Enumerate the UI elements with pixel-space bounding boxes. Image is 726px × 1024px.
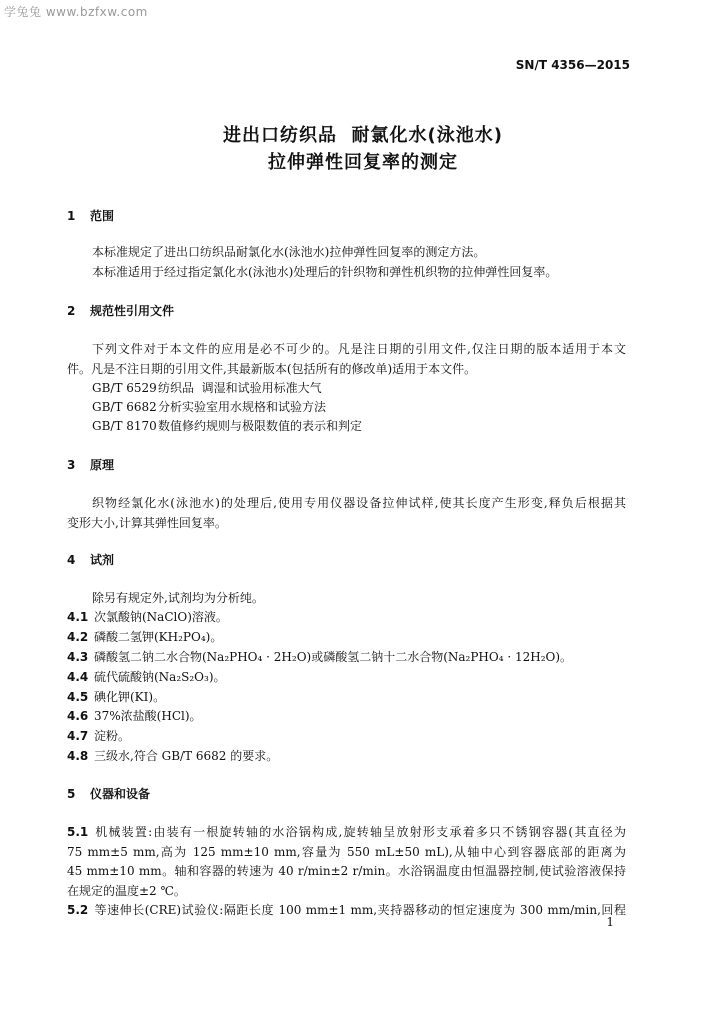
item-text: 三级水,符合 GB/T 6682 的要求。 [94,749,279,763]
reference-code: GB/T 6529 [92,381,157,395]
section-4-heading [67,551,114,568]
section-5-heading [67,785,150,802]
item-text: 淀粉。 [94,729,131,743]
section-title: 仪器和设备 [90,787,151,801]
item-number: 4.6 [67,709,89,723]
reference-item [92,379,322,396]
section-number: 2 [67,304,76,318]
item-number: 4.5 [67,690,89,704]
paragraph: 本标准适用于经过指定氯化水(泳池水)处理后的针织物和弹性机织物的拉伸弹性回复率。 [92,265,558,279]
item-text: 磷酸氢二钠二水合物(Na₂PHO₄ · 2H₂O)或磷酸氢二钠十二水合物(Na₂PHO₄ · 12H₂O)。 [94,650,573,664]
item-number: 4.2 [67,630,89,644]
reference-item [92,417,362,434]
section-title: 原理 [90,458,115,472]
title-line-1: 进出口纺织品 耐氯化水(泳池水) [223,125,503,146]
section-number: 3 [67,458,76,472]
reference-title: 纺织品 调湿和试验用标准大气 [158,381,322,395]
paragraph: 除另有规定外,试剂均为分析纯。 [92,591,264,605]
item-number: 4.8 [67,749,89,763]
reference-item [92,398,326,415]
paragraph: 本标准规定了进出口纺织品耐氯化水(泳池水)拉伸弹性回复率的测定方法。 [92,245,486,259]
list-item [67,823,626,840]
item-text: 等速伸长(CRE)试验仪:隔距长度 100 mm±1 mm,夹持器移动的恒定速度为 300 mm/min,回程 [94,903,626,917]
paragraph: 45 mm±10 mm。轴和容器的转速为 40 r/min±2 r/min。水浴锅温度由恒温器控制,使试验溶液保持 [67,864,626,878]
list-item [67,628,222,645]
paragraph: 件。凡是不注日期的引用文件,其最新版本(包括所有的修改单)适用于本文件。 [67,362,477,376]
section-3-heading [67,456,114,473]
reference-title: 数值修约规则与极限数值的表示和判定 [158,419,363,433]
section-1-heading [67,207,114,224]
reference-code: GB/T 8170 [92,419,157,433]
section-number: 5 [67,787,76,801]
section-2-heading [67,302,174,319]
item-text: 磷酸二氢钾(KH₂PO₄)。 [94,630,223,644]
watermark: 学兔兔 www.bzfxw.com [4,5,148,19]
section-number: 1 [67,209,76,223]
list-item [67,707,202,724]
item-number: 4.3 [67,650,89,664]
item-number: 4.1 [67,610,89,624]
item-number: 4.4 [67,670,89,684]
item-number: 4.7 [67,729,89,743]
item-text: 机械装置:由装有一根旋转轴的水浴锅构成,旋转轴呈放射形支承着多只不锈钢容器(其直径为 [94,825,626,839]
title-line-2: 拉伸弹性回复率的测定 [268,152,458,173]
section-title: 范围 [90,209,115,223]
item-text: 硫代硫酸钠(Na₂S₂O₃)。 [94,670,226,684]
item-number: 5.2 [67,903,89,917]
list-item [67,747,278,764]
page-number: 1 [606,915,614,929]
list-item [67,608,228,625]
standard-number: SN/T 4356—2015 [515,58,630,72]
item-text: 碘化钾(KI)。 [94,690,166,704]
section-number: 4 [67,553,76,567]
reference-code: GB/T 6682 [92,400,157,414]
list-item [67,648,572,665]
paragraph: 下列文件对于本文件的应用是必不可少的。凡是注日期的引用文件,仅注日期的版本适用于本文 [92,342,626,356]
reference-title: 分析实验室用水规格和试验方法 [158,400,327,414]
list-item [67,901,626,918]
paragraph: 75 mm±5 mm,高为 125 mm±10 mm,容量为 550 mL±50 mL),从轴中心到容器底部的距离为 [67,845,626,859]
item-text: 37%浓盐酸(HCl)。 [94,709,202,723]
paragraph: 织物经氯化水(泳池水)的处理后,使用专用仪器设备拉伸试样,使其长度产生形变,释负后根据其 [92,496,626,510]
list-item [67,668,226,685]
paragraph: 变形大小,计算其弹性回复率。 [67,516,227,530]
item-number: 5.1 [67,825,89,839]
paragraph: 在规定的温度±2 ℃。 [67,884,186,898]
item-text: 次氯酸钠(NaClO)溶液。 [94,610,228,624]
list-item [67,688,165,705]
section-title: 规范性引用文件 [90,304,175,318]
list-item [67,727,130,744]
section-title: 试剂 [90,553,115,567]
